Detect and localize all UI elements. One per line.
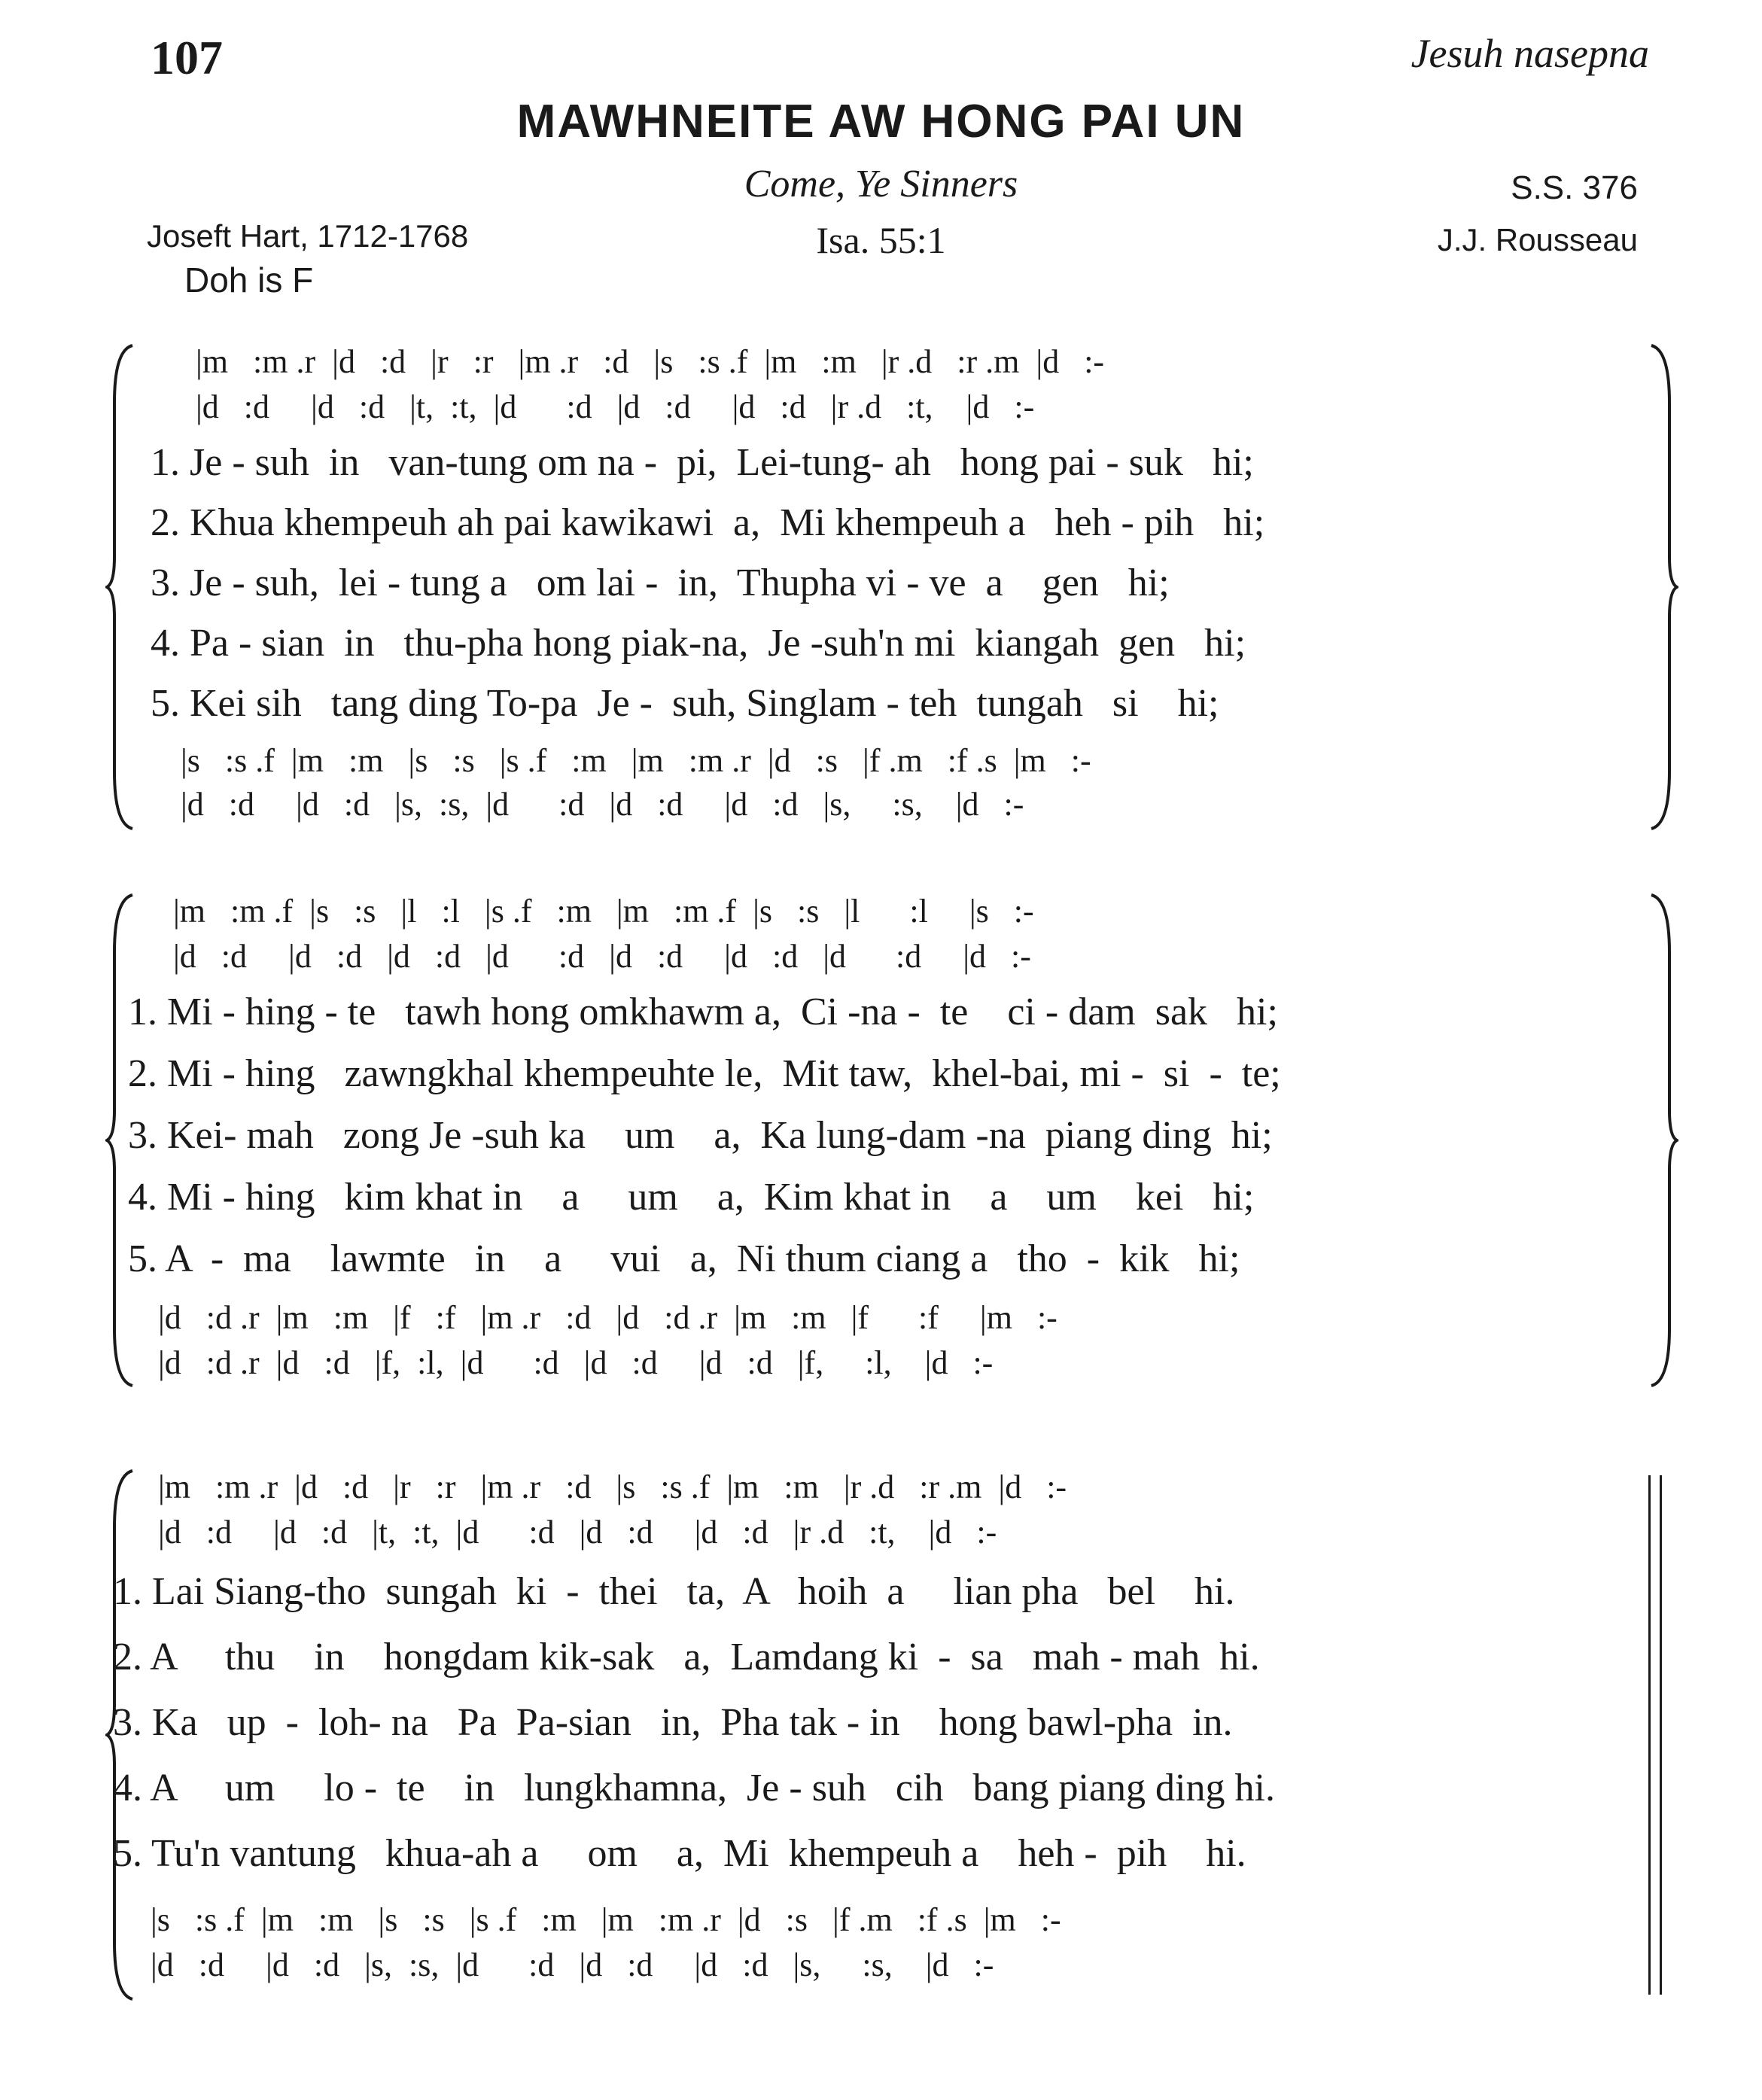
music-system-2 — [113, 892, 1678, 1389]
collection-name: Jesuh nasepna — [1411, 31, 1649, 76]
verse-line: 5. Kei sih tang ding To-pa Je - suh, Singlam - teh tungah si hi; — [151, 682, 1219, 725]
hymn-number: 107 — [151, 31, 223, 84]
lower-parts-line: |d :d |d :d |s, :s, |d :d |d :d |d :d |s, :s, |d :- — [151, 1946, 994, 1983]
verse-line: 5. A - ma lawmte in a vui a, Ni thum ciang a tho - kik hi; — [128, 1237, 1240, 1280]
verse-line: 2. A thu in hongdam kik-sak a, Lamdang ki - sa mah - mah hi. — [113, 1636, 1260, 1678]
hymn-title: MAWHNEITE AW HONG PAI UN — [516, 96, 1246, 148]
verse-line: 4. Pa - sian in thu-pha hong piak-na, Je -suh'n mi kiangah gen hi; — [151, 622, 1246, 665]
verse-line: 1. Mi - hing - te tawh hong omkhawm a, Ci -na - te ci - dam sak hi; — [128, 991, 1278, 1033]
music-system-3 — [113, 1468, 1678, 2002]
verse-line: 3. Kei- mah zong Je -suh ka um a, Ka lung-dam -na piang ding hi; — [128, 1114, 1273, 1157]
verse-line: 4. Mi - hing kim khat in a um a, Kim khat in a um kei hi; — [128, 1176, 1255, 1219]
ss-reference: S.S. 376 — [1511, 169, 1638, 206]
verse-line: 2. Mi - hing zawngkhal khempeuhte le, Mit taw, khel-bai, mi - si - te; — [128, 1052, 1281, 1095]
verse-line: 1. Lai Siang-tho sungah ki - thei ta, A hoih a lian pha bel hi. — [113, 1570, 1235, 1613]
upper-parts-line: |m :m .f |s :s |l :l |s .f :m |m :m .f |s :s |l :l |s :- — [173, 893, 1034, 930]
verse-line: 3. Ka up - loh- na Pa Pa-sian in, Pha tak - in hong bawl-pha in. — [113, 1701, 1233, 1744]
upper-parts-line: |d :d |d :d |t, :t, |d :d |d :d |d :d |r .d :t, |d :- — [158, 1514, 997, 1551]
scripture-reference: Isa. 55:1 — [816, 219, 946, 261]
right-brace-icon — [1648, 342, 1678, 832]
upper-parts-line: |d :d |d :d |d :d |d :d |d :d |d :d |d :d |d :- — [173, 938, 1031, 975]
upper-parts-line: |m :m .r |d :d |r :r |m .r :d |s :s .f |m :m |r .d :r .m |d :- — [196, 343, 1105, 380]
verse-line: 3. Je - suh, lei - tung a om lai - in, Thupha vi - ve a gen hi; — [151, 562, 1170, 604]
left-brace-icon — [105, 342, 135, 832]
composer: J.J. Rousseau — [1437, 222, 1638, 257]
lower-parts-line: |d :d |d :d |s, :s, |d :d |d :d |d :d |s, :s, |d :- — [181, 786, 1024, 823]
lower-parts-line: |s :s .f |m :m |s :s |s .f :m |m :m .r |d :s |f .m :f .s |m :- — [151, 1901, 1061, 1938]
lyricist: Joseft Hart, 1712-1768 — [147, 218, 469, 254]
verse-line: 2. Khua khempeuh ah pai kawikawi a, Mi khempeuh a heh - pih hi; — [151, 501, 1265, 544]
lower-parts-line: |d :d .r |m :m |f :f |m .r :d |d :d .r |m :m |f :f |m :- — [158, 1299, 1058, 1336]
lower-parts-line: |d :d .r |d :d |f, :l, |d :d |d :d |d :d |f, :l, |d :- — [158, 1344, 994, 1381]
right-brace-icon — [1648, 892, 1678, 1389]
final-barline — [1648, 1475, 1662, 1995]
music-system-1 — [113, 342, 1678, 832]
hymn-subtitle: Come, Ye Sinners — [744, 163, 1018, 205]
key-signature: Doh is F — [184, 260, 314, 300]
upper-parts-line: |d :d |d :d |t, :t, |d :d |d :d |d :d |r .d :t, |d :- — [196, 388, 1035, 425]
upper-parts-line: |m :m .r |d :d |r :r |m .r :d |s :s .f |m :m |r .d :r .m |d :- — [158, 1468, 1067, 1505]
lower-parts-line: |s :s .f |m :m |s :s |s .f :m |m :m .r |d :s |f .m :f .s |m :- — [181, 742, 1091, 779]
verse-line: 5. Tu'n vantung khua-ah a om a, Mi khempeuh a heh - pih hi. — [113, 1832, 1246, 1875]
verse-line: 1. Je - suh in van-tung om na - pi, Lei-tung- ah hong pai - suk hi; — [151, 441, 1254, 484]
verse-line: 4. A um lo - te in lungkhamna, Je - suh cih bang piang ding hi. — [113, 1767, 1275, 1809]
